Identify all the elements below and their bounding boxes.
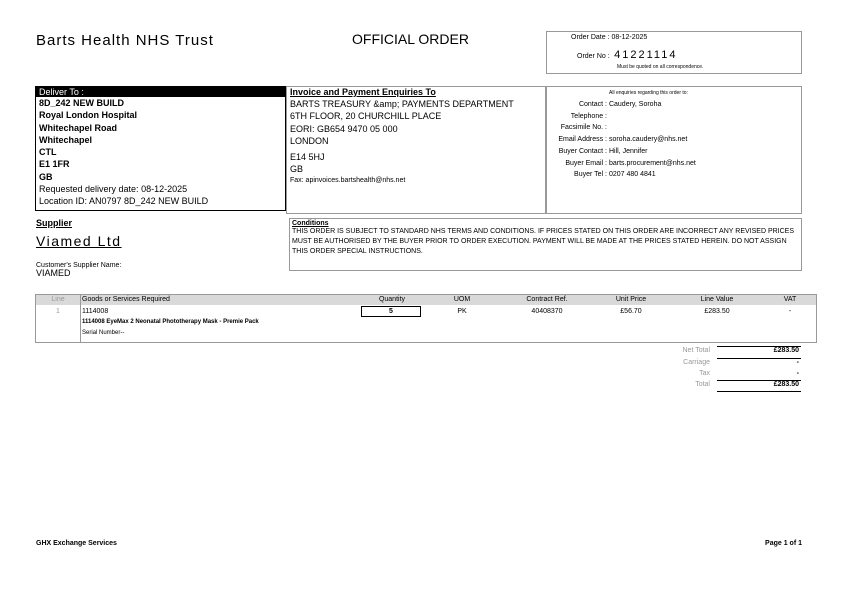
enquiries-line: GB bbox=[290, 164, 304, 175]
table-header bbox=[36, 295, 816, 305]
header-unit-price: Unit Price bbox=[615, 296, 647, 303]
contacts-rows bbox=[487, 99, 696, 181]
column-divider bbox=[80, 295, 81, 342]
net-total-value: £283.50 bbox=[773, 347, 799, 354]
document-title: OFFICIAL ORDER bbox=[352, 31, 469, 47]
tax-value: - bbox=[796, 370, 799, 377]
footer-provider: GHX Exchange Services bbox=[36, 540, 117, 547]
carriage-label: Carriage bbox=[683, 359, 710, 366]
row-uom: PK bbox=[457, 308, 467, 315]
email-row: Email Address : soroha.caudery@nhs.net bbox=[558, 136, 688, 144]
row-item-description: 1114008 EyeMax 2 Neonatal Phototherapy Mask - Premie Pack bbox=[82, 319, 259, 325]
page-number: Page 1 of 1 bbox=[765, 540, 802, 547]
enquiries-line: LONDON bbox=[290, 135, 329, 146]
tax-label: Tax bbox=[699, 370, 710, 377]
enquiries-line: EORI: GB654 9470 05 000 bbox=[290, 123, 398, 134]
header-vat: VAT bbox=[783, 296, 797, 303]
buyer-contact-row: Buyer Contact : Hill, Jennifer bbox=[558, 147, 648, 155]
row-serial-number: Serial Number-- bbox=[82, 330, 125, 336]
row-quantity: 5 bbox=[361, 306, 421, 317]
requested-delivery-date: Requested delivery date: 08-12-2025 bbox=[39, 184, 188, 195]
deliver-address bbox=[36, 97, 285, 208]
row-contract-ref: 40408370 bbox=[531, 308, 563, 315]
enquiries-heading: Invoice and Payment Enquiries To bbox=[290, 87, 436, 97]
header-goods: Goods or Services Required bbox=[82, 296, 170, 303]
supplier-name: Viamed Ltd bbox=[36, 233, 122, 249]
order-number: Order No : 41221114 bbox=[577, 49, 678, 61]
deliver-to-heading: Deliver To : bbox=[36, 87, 285, 97]
supplier-heading: Supplier bbox=[36, 218, 73, 228]
deliver-to-box bbox=[35, 86, 286, 211]
buyer-email-row: Buyer Email : barts.procurement@nhs.net bbox=[565, 159, 696, 167]
row-line-value: £283.50 bbox=[704, 308, 730, 315]
conditions-box bbox=[289, 218, 802, 271]
trust-name: Barts Health NHS Trust bbox=[36, 32, 214, 49]
contacts-intro: All enquiries regarding this order to: bbox=[609, 90, 688, 96]
enquiries-fax: Fax: apinvoices.bartshealth@nhs.net bbox=[290, 176, 406, 184]
customer-supplier-name-label: Customer's Supplier Name: bbox=[36, 262, 122, 269]
row-unit-price: £56.70 bbox=[620, 308, 642, 315]
total-rule bbox=[717, 391, 801, 392]
total-label: Total bbox=[695, 381, 710, 388]
deliver-line: Whitechapel bbox=[39, 134, 93, 145]
enquiries-line: E14 5HJ bbox=[290, 152, 325, 163]
carriage-value: - bbox=[796, 359, 799, 366]
header-line-value: Line Value bbox=[700, 296, 734, 303]
row-vat: - bbox=[788, 308, 792, 315]
row-line-number: 1 bbox=[56, 308, 60, 315]
deliver-line: Whitechapel Road bbox=[39, 122, 118, 133]
line-items-table bbox=[35, 294, 817, 343]
contact-row: Contact : Caudery, Soroha bbox=[578, 101, 662, 108]
total-value: £283.50 bbox=[773, 381, 799, 388]
buyer-tel-row: Buyer Tel : 0207 480 4841 bbox=[574, 171, 656, 179]
facsimile-row: Facsimile No. : bbox=[560, 124, 607, 132]
contacts-box bbox=[546, 86, 802, 214]
conditions-text: THIS ORDER IS SUBJECT TO STANDARD NHS TERMS AND CONDITIONS. IF PRICES STATED ON THIS ORDER ARE INCORRECT ANY REVISED PRICES MUST BE AUTHORISED BY THE BUYER PRIOR TO ORDER EXECUTION. PAYMENT WILL BE MADE AT THE PRICES STATED HEREIN. DO NOT ASSIGN THIS ORDER SPECIAL INSTRUCTIONS. bbox=[292, 228, 795, 255]
header-quantity: Quantity bbox=[378, 296, 406, 303]
header-line: Line bbox=[51, 296, 65, 303]
location-id: Location ID: AN0797 8D_242 NEW BUILD bbox=[39, 196, 209, 207]
enquiries-line: BARTS TREASURY &amp; PAYMENTS DEPARTMENT bbox=[290, 99, 514, 109]
deliver-line: CTL bbox=[39, 147, 57, 158]
deliver-line: Royal London Hospital bbox=[39, 110, 137, 121]
conditions-content bbox=[290, 219, 801, 258]
deliver-line: 8D_242 NEW BUILD bbox=[39, 98, 125, 108]
row-item-code: 1114008 bbox=[82, 308, 109, 315]
quote-note: Must be quoted on all correspondence. bbox=[617, 64, 704, 70]
customer-supplier-name: VIAMED bbox=[36, 268, 71, 278]
header-uom: UOM bbox=[453, 296, 471, 303]
deliver-line: GB bbox=[39, 171, 53, 182]
net-total-label: Net Total bbox=[682, 347, 710, 354]
header-contract-ref: Contract Ref. bbox=[526, 296, 568, 303]
telephone-row: Telephone : bbox=[570, 112, 607, 120]
deliver-line: E1 1FR bbox=[39, 159, 70, 170]
order-date: Order Date : 08-12-2025 bbox=[571, 34, 648, 41]
enquiries-line: 6TH FLOOR, 20 CHURCHILL PLACE bbox=[290, 111, 442, 122]
conditions-heading: Conditions bbox=[292, 220, 329, 227]
order-info-box bbox=[546, 31, 802, 74]
